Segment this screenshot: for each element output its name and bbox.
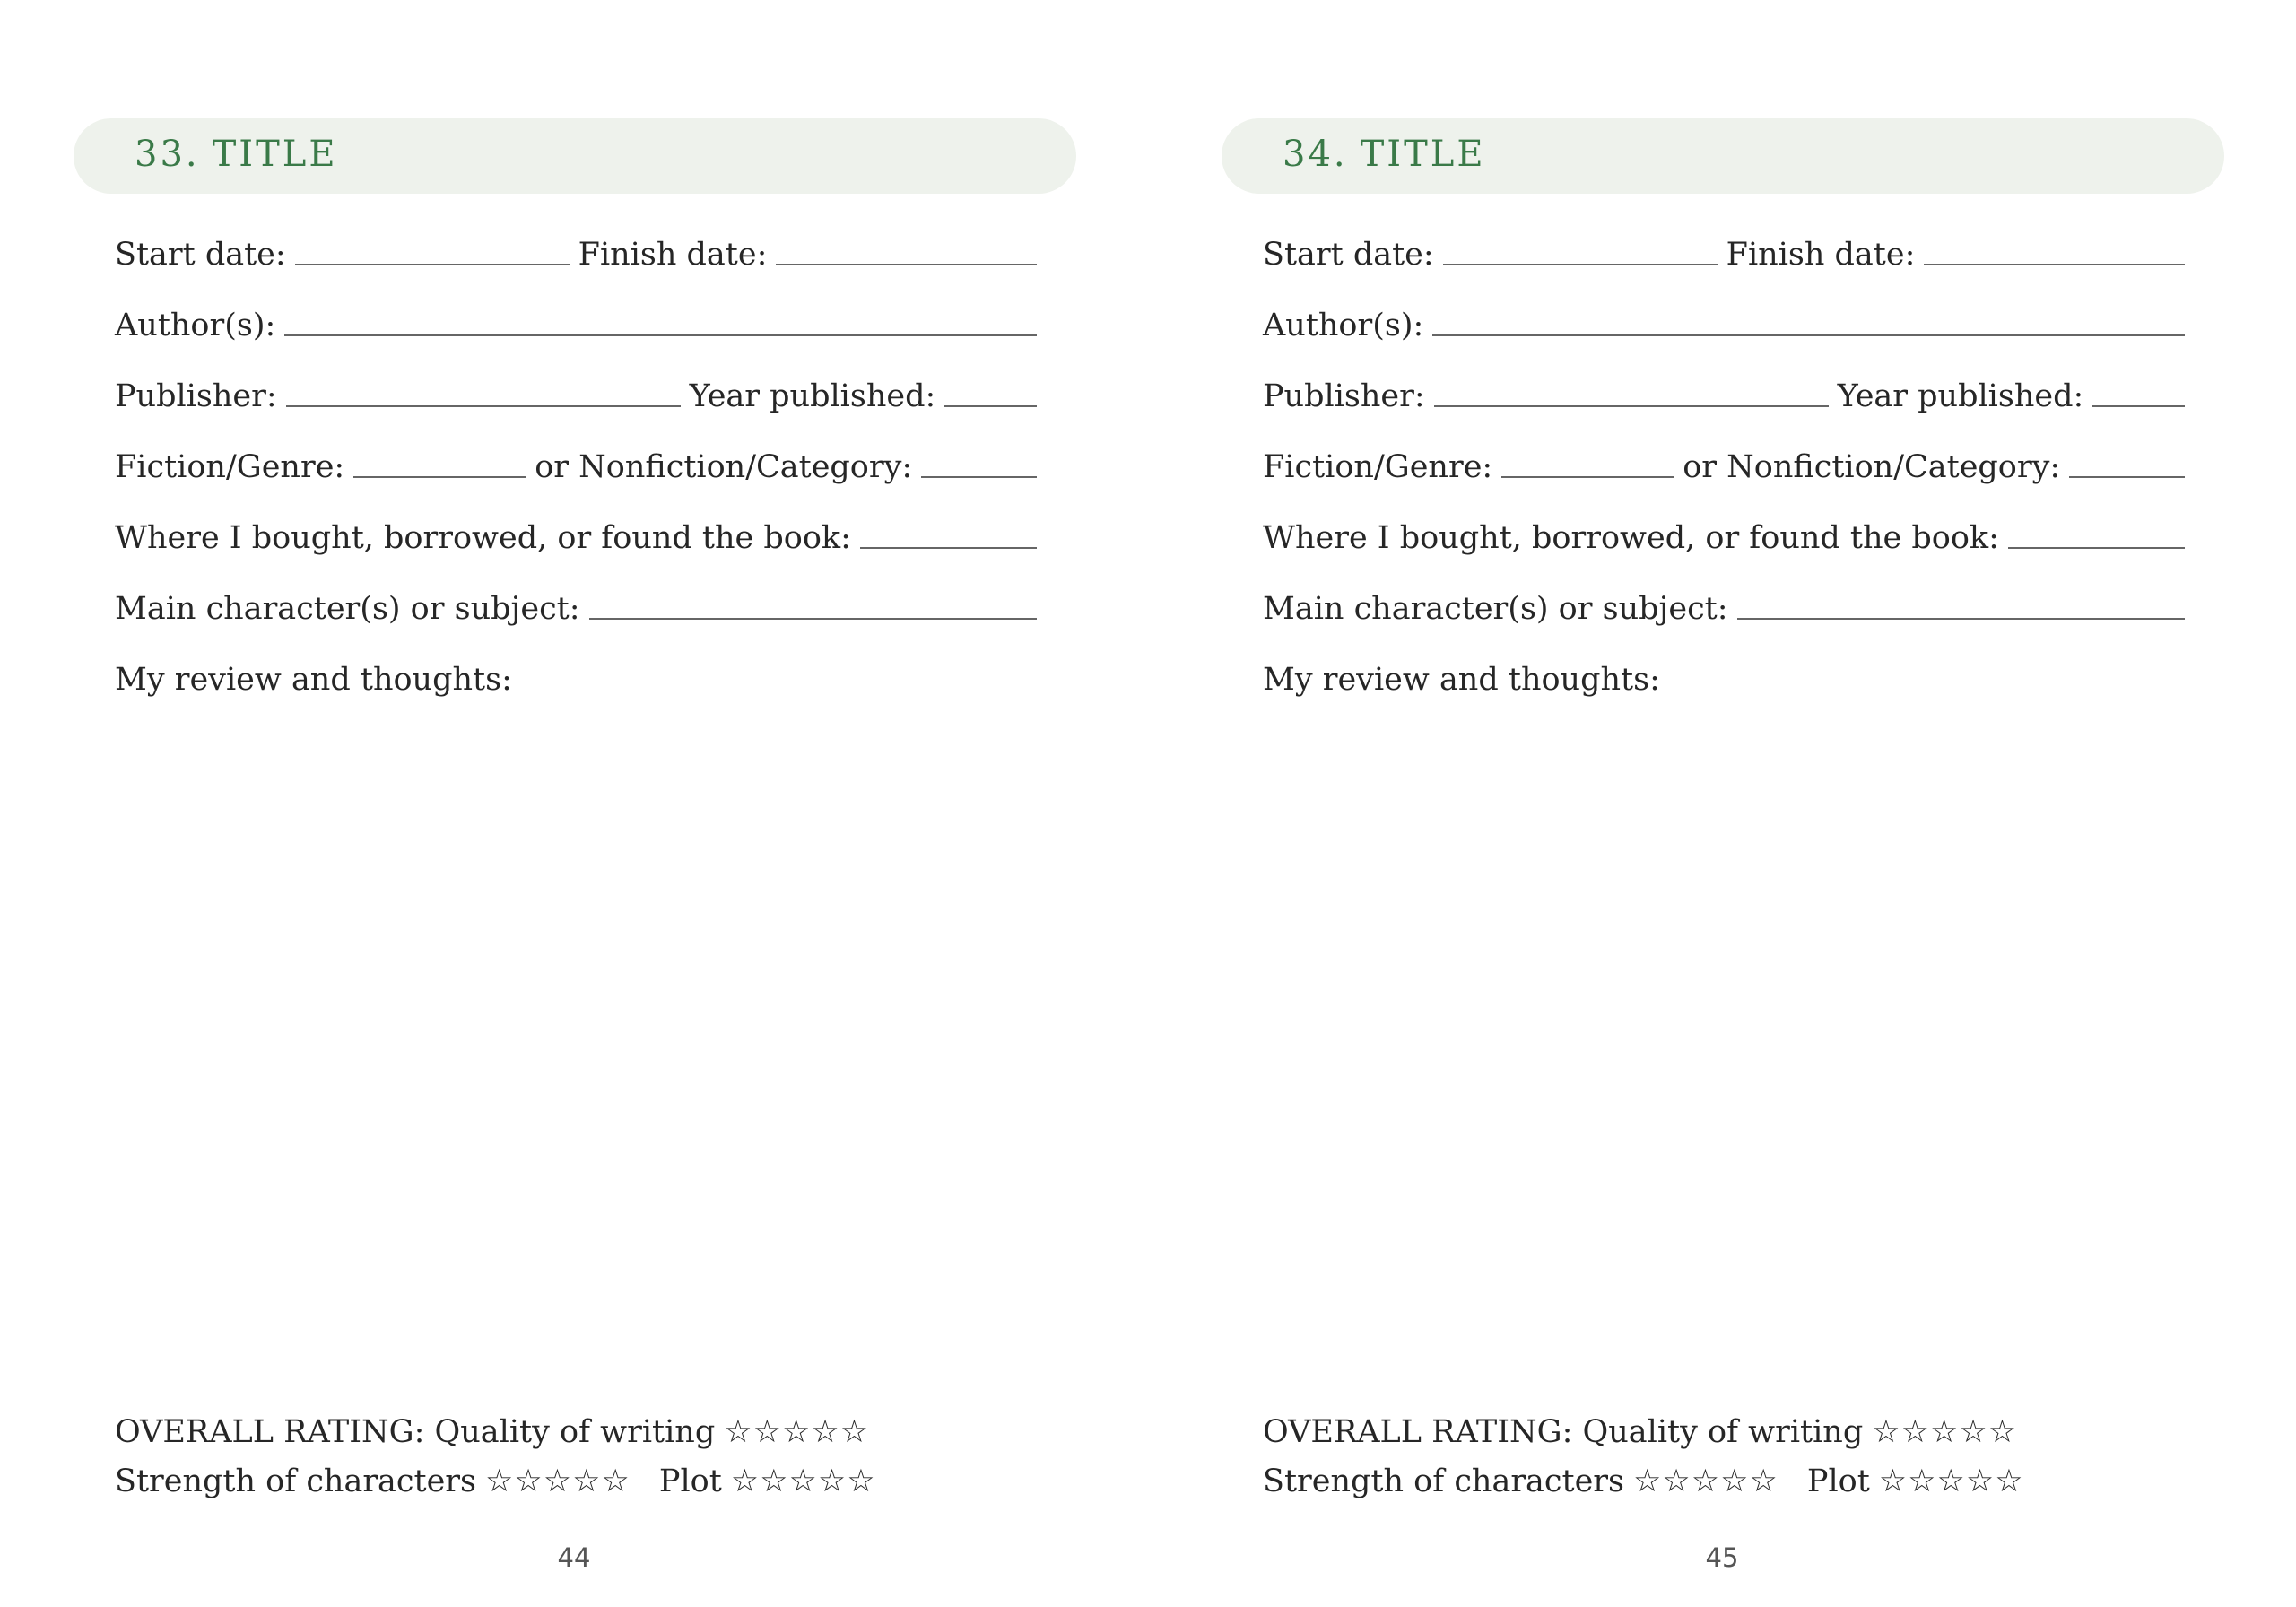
where-label: Where I bought, borrowed, or found the book: bbox=[115, 520, 851, 556]
genre-row bbox=[115, 439, 1037, 485]
plot-stars[interactable]: ☆☆☆☆☆ bbox=[1878, 1464, 2024, 1499]
main-character-label: Main character(s) or subject: bbox=[1263, 591, 1728, 627]
nonfiction-category-label: or Nonfiction/Category: bbox=[1683, 449, 2061, 485]
title-bar bbox=[74, 118, 1076, 194]
main-character-label: Main character(s) or subject: bbox=[115, 591, 580, 627]
year-published-field[interactable] bbox=[944, 405, 1037, 407]
publisher-row bbox=[115, 368, 1037, 414]
nonfiction-category-field[interactable] bbox=[2069, 476, 2185, 478]
publisher-label: Publisher: bbox=[115, 378, 277, 414]
where-label: Where I bought, borrowed, or found the book: bbox=[1263, 520, 1999, 556]
year-published-field[interactable] bbox=[2092, 405, 2185, 407]
finish-date-field[interactable] bbox=[1924, 264, 2185, 265]
authors-row bbox=[115, 297, 1037, 343]
page-number: 45 bbox=[1705, 1542, 1739, 1573]
genre-row bbox=[1263, 439, 2185, 485]
strength-stars[interactable]: ☆☆☆☆☆ bbox=[485, 1464, 631, 1499]
authors-label: Author(s): bbox=[1263, 308, 1424, 343]
right-page bbox=[1148, 0, 2296, 1607]
main-character-field[interactable] bbox=[589, 618, 1037, 620]
where-row bbox=[115, 509, 1037, 556]
review-label: My review and thoughts: bbox=[115, 662, 512, 698]
book-title bbox=[1283, 134, 1486, 175]
dates-row bbox=[115, 226, 1037, 273]
fiction-genre-field[interactable] bbox=[353, 476, 526, 478]
entry-number: 33. bbox=[135, 134, 200, 175]
where-row bbox=[1263, 509, 2185, 556]
fiction-genre-label: Fiction/Genre: bbox=[115, 449, 345, 485]
book-title bbox=[135, 134, 338, 175]
publisher-field[interactable] bbox=[1434, 405, 1829, 407]
finish-date-field[interactable] bbox=[776, 264, 1037, 265]
authors-row bbox=[1263, 297, 2185, 343]
year-published-label: Year published: bbox=[1837, 378, 2084, 414]
start-date-label: Start date: bbox=[1263, 237, 1434, 273]
main-character-field[interactable] bbox=[1737, 618, 2185, 620]
where-field[interactable] bbox=[860, 547, 1037, 549]
strength-stars[interactable]: ☆☆☆☆☆ bbox=[1633, 1464, 1779, 1499]
start-date-label: Start date: bbox=[115, 237, 286, 273]
publisher-row bbox=[1263, 368, 2185, 414]
review-label: My review and thoughts: bbox=[1263, 662, 1660, 698]
plot-label: Plot bbox=[658, 1464, 722, 1499]
dates-row bbox=[1263, 226, 2185, 273]
strength-label: Strength of characters bbox=[1263, 1464, 1624, 1499]
strength-plot-row bbox=[115, 1453, 1037, 1499]
authors-label: Author(s): bbox=[115, 308, 276, 343]
main-character-row bbox=[1263, 580, 2185, 627]
authors-field[interactable] bbox=[1432, 334, 2185, 336]
page-number: 44 bbox=[557, 1542, 591, 1573]
nonfiction-category-label: or Nonfiction/Category: bbox=[535, 449, 913, 485]
review-row bbox=[1263, 651, 2185, 698]
overall-rating-label: OVERALL RATING: Quality of writing bbox=[115, 1414, 716, 1450]
start-date-field[interactable] bbox=[295, 264, 570, 265]
overall-rating-row bbox=[115, 1403, 1037, 1450]
finish-date-label: Finish date: bbox=[578, 237, 768, 273]
title-bar bbox=[1222, 118, 2224, 194]
strength-label: Strength of characters bbox=[115, 1464, 476, 1499]
plot-stars[interactable]: ☆☆☆☆☆ bbox=[730, 1464, 876, 1499]
main-character-row bbox=[115, 580, 1037, 627]
review-row bbox=[115, 651, 1037, 698]
fiction-genre-label: Fiction/Genre: bbox=[1263, 449, 1493, 485]
fiction-genre-field[interactable] bbox=[1501, 476, 1674, 478]
overall-rating-row bbox=[1263, 1403, 2185, 1450]
year-published-label: Year published: bbox=[689, 378, 936, 414]
authors-field[interactable] bbox=[284, 334, 1037, 336]
where-field[interactable] bbox=[2008, 547, 2185, 549]
strength-plot-row bbox=[1263, 1453, 2185, 1499]
quality-stars[interactable]: ☆☆☆☆☆ bbox=[724, 1414, 870, 1450]
publisher-field[interactable] bbox=[286, 405, 681, 407]
title-label: TITLE bbox=[212, 134, 338, 175]
plot-label: Plot bbox=[1806, 1464, 1870, 1499]
publisher-label: Publisher: bbox=[1263, 378, 1425, 414]
start-date-field[interactable] bbox=[1443, 264, 1718, 265]
entry-number: 34. bbox=[1283, 134, 1348, 175]
overall-rating-label: OVERALL RATING: Quality of writing bbox=[1263, 1414, 1864, 1450]
finish-date-label: Finish date: bbox=[1726, 237, 1916, 273]
quality-stars[interactable]: ☆☆☆☆☆ bbox=[1872, 1414, 2018, 1450]
nonfiction-category-field[interactable] bbox=[921, 476, 1037, 478]
title-label: TITLE bbox=[1360, 134, 1486, 175]
